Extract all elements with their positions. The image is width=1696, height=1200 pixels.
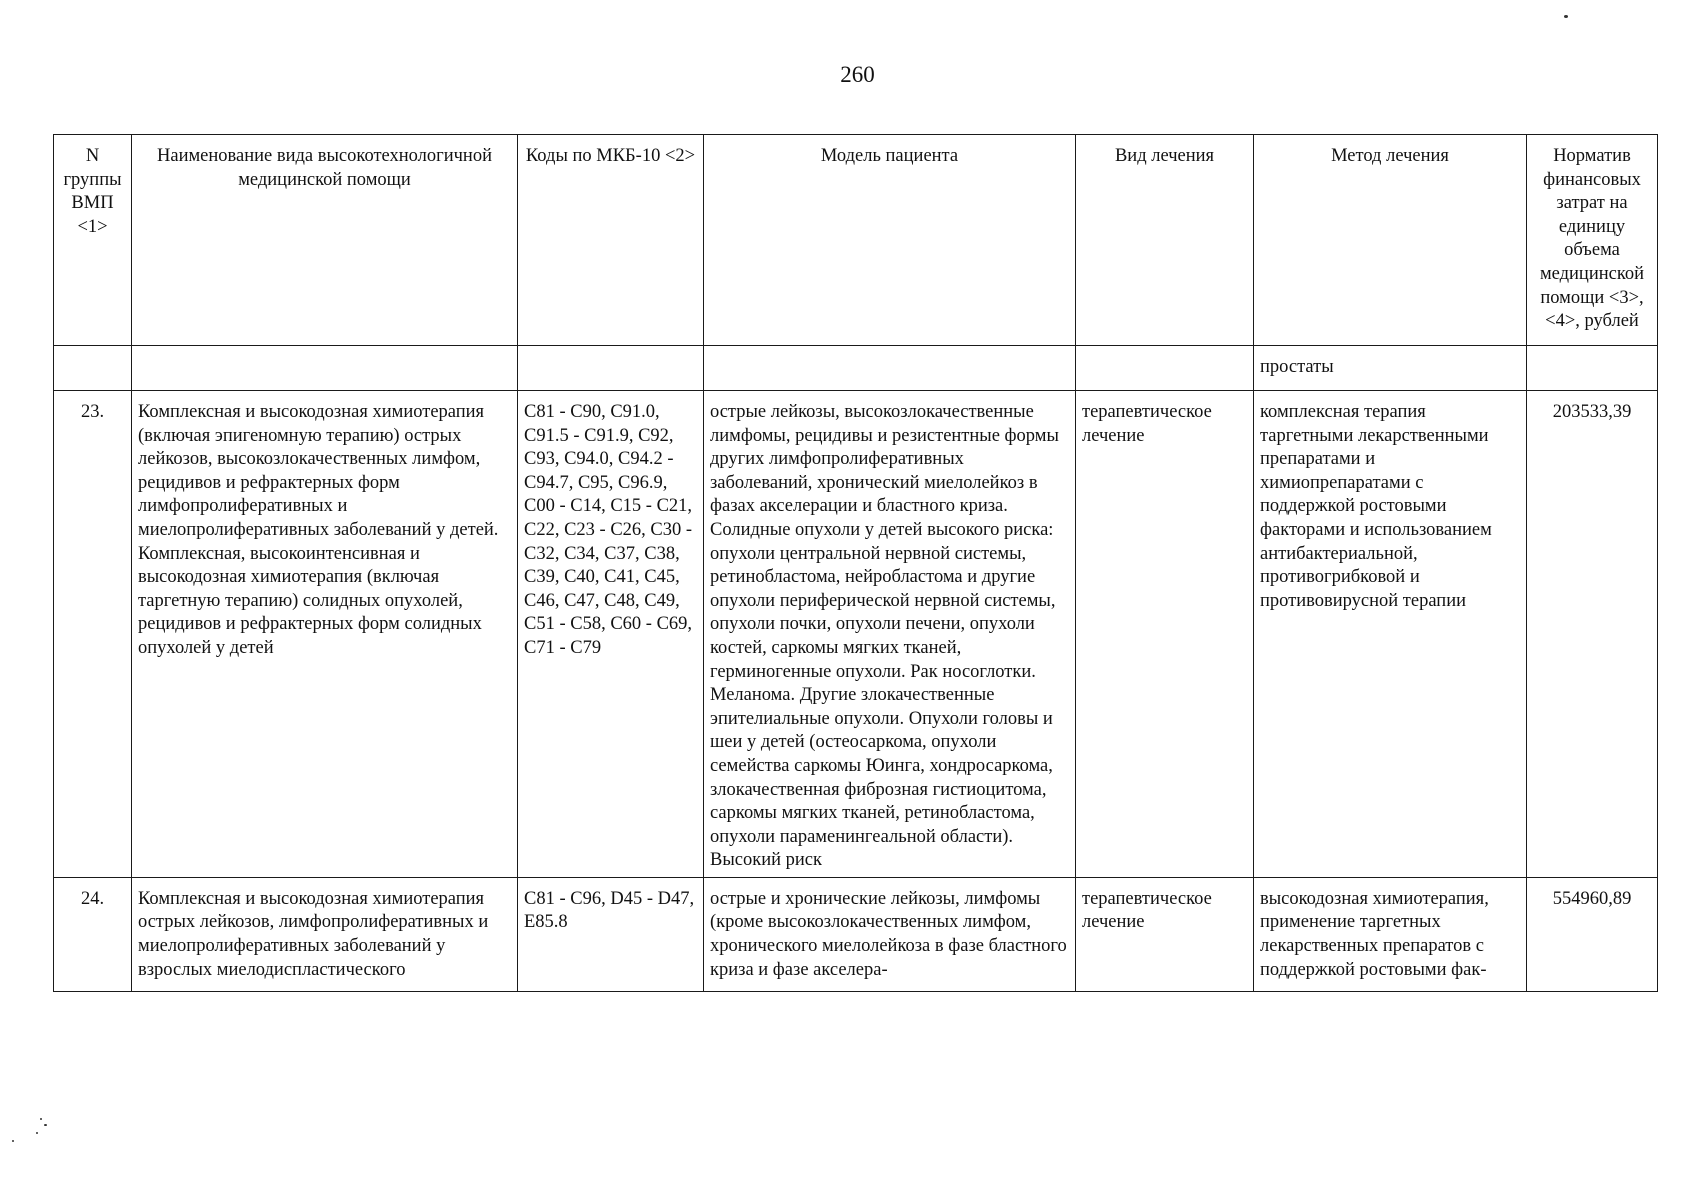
table-row-continuation <box>54 346 1658 391</box>
header-treatment-method: Метод лечения <box>1254 135 1527 346</box>
header-icd-codes: Коды по МКБ-10 <2> <box>518 135 704 346</box>
header-treatment-type: Вид лечения <box>1076 135 1254 346</box>
cell-empty <box>1076 346 1254 391</box>
vmp-table <box>53 134 1658 992</box>
scan-speck <box>12 1140 14 1142</box>
cell-empty <box>518 346 704 391</box>
cell-treatment-method: комплексная терапия таргетными лекарственными препаратами и химиопрепаратами с поддержкой ростовыми факторами и использованием антибактериальной, противогрибковой и противовирусной терапии <box>1254 391 1527 878</box>
cell-text: терапевтическое лечение <box>1082 888 1212 933</box>
scan-speck <box>36 1132 38 1134</box>
cell-care-name <box>132 877 518 991</box>
cell-care-name: Комплексная и высокодозная химиотерапия (включая эпигеномную терапию) острых лейкозов, высокозлокачественных лимфом, рецидивов и рефрактерных форм лимфопролиферативных и миелопролиферативных заболеваний у детей. Комплексная, высокоинтенсивная и высокодозная химиотерапия (включая таргетную терапию) солидных опухолей, рецидивов и рефрактерных форм солидных опухолей у детей <box>132 391 518 878</box>
cell-patient-model <box>704 877 1076 991</box>
cell-treatment-method <box>1254 877 1527 991</box>
cell-empty <box>54 346 132 391</box>
cell-empty <box>132 346 518 391</box>
cell-text: 554960,89 <box>1552 888 1632 909</box>
cell-text: острые и хронические лейкозы, лимфомы (кроме высокозлокачественных лимфом, хронического миелолейкоза в фазе бластного криза и фазе акселера- <box>710 888 1067 980</box>
page-number: 260 <box>840 62 875 87</box>
cell-treatment-type: терапевтическое лечение <box>1076 391 1254 878</box>
table-header-row <box>54 135 1658 346</box>
cell-cost-norm <box>1527 877 1658 991</box>
cell-group-number: 23. <box>54 391 132 878</box>
cell-group-number <box>54 877 132 991</box>
header-care-name: Наименование вида высокотехнологичной медицинской помощи <box>132 135 518 346</box>
scan-speck <box>1564 15 1568 18</box>
cell-empty <box>1527 346 1658 391</box>
cell-icd-codes <box>518 877 704 991</box>
cell-text: высокодозная химиотерапия, применение таргетных лекарственных препаратов с поддержкой ростовыми фак- <box>1260 888 1489 980</box>
cell-text: Комплексная и высокодозная химиотерапия острых лейкозов, лимфопролиферативных и миелопролиферативных заболеваний у взрослых миелодиспластического <box>138 888 489 980</box>
scan-speck <box>40 1118 42 1120</box>
header-group-number: N группы ВМП <1> <box>54 135 132 346</box>
cell-empty <box>704 346 1076 391</box>
scan-speck <box>44 1124 47 1126</box>
cell-icd-codes: C81 - C90, C91.0, C91.5 - C91.9, C92, C93, C94.0, C94.2 - C94.7, C95, C96.9, C00 - C14, C15 - C21, C22, C23 - C26, C30 - C32, C34, C37, C38, C39, C40, C41, C45, C46, C47, C48, C49, C51 - C58, C60 - C69, C71 - C79 <box>518 391 704 878</box>
table-row <box>54 391 1658 878</box>
cell-cost-norm: 203533,39 <box>1527 391 1658 878</box>
cell-treatment-type <box>1076 877 1254 991</box>
cell-text: 24. <box>80 888 105 909</box>
cell-text: C81 - C96, D45 - D47, E85.8 <box>524 888 695 933</box>
cell-method: простаты <box>1254 346 1527 391</box>
header-cost-norm: Норматив финансовых затрат на единицу объема медицинской помощи <3>, <4>, рублей <box>1527 135 1658 346</box>
cell-patient-model: острые лейкозы, высокозлокачественные лимфомы, рецидивы и резистентные формы других лимфопролиферативных заболеваний, хронический миелолейкоз в фазах акселерации и бластного криза. Солидные опухоли у детей высокого риска: опухоли центральной нервной системы, ретинобластома, нейробластома и другие опухоли периферической нервной системы, опухоли почки, опухоли печени, опухоли костей, саркомы мягких тканей, герминогенные опухоли. Рак носоглотки. Меланома. Другие злокачественные эпителиальные опухоли. Опухоли головы и шеи у детей (остеосаркома, опухоли семейства саркомы Юинга, хондросаркома, злокачественная фиброзная гистиоцитома, саркомы мягких тканей, ретинобластома, опухоли параменингеальной области). Высокий риск <box>704 391 1076 878</box>
header-patient-model: Модель пациента <box>704 135 1076 346</box>
table-row <box>54 877 1658 991</box>
